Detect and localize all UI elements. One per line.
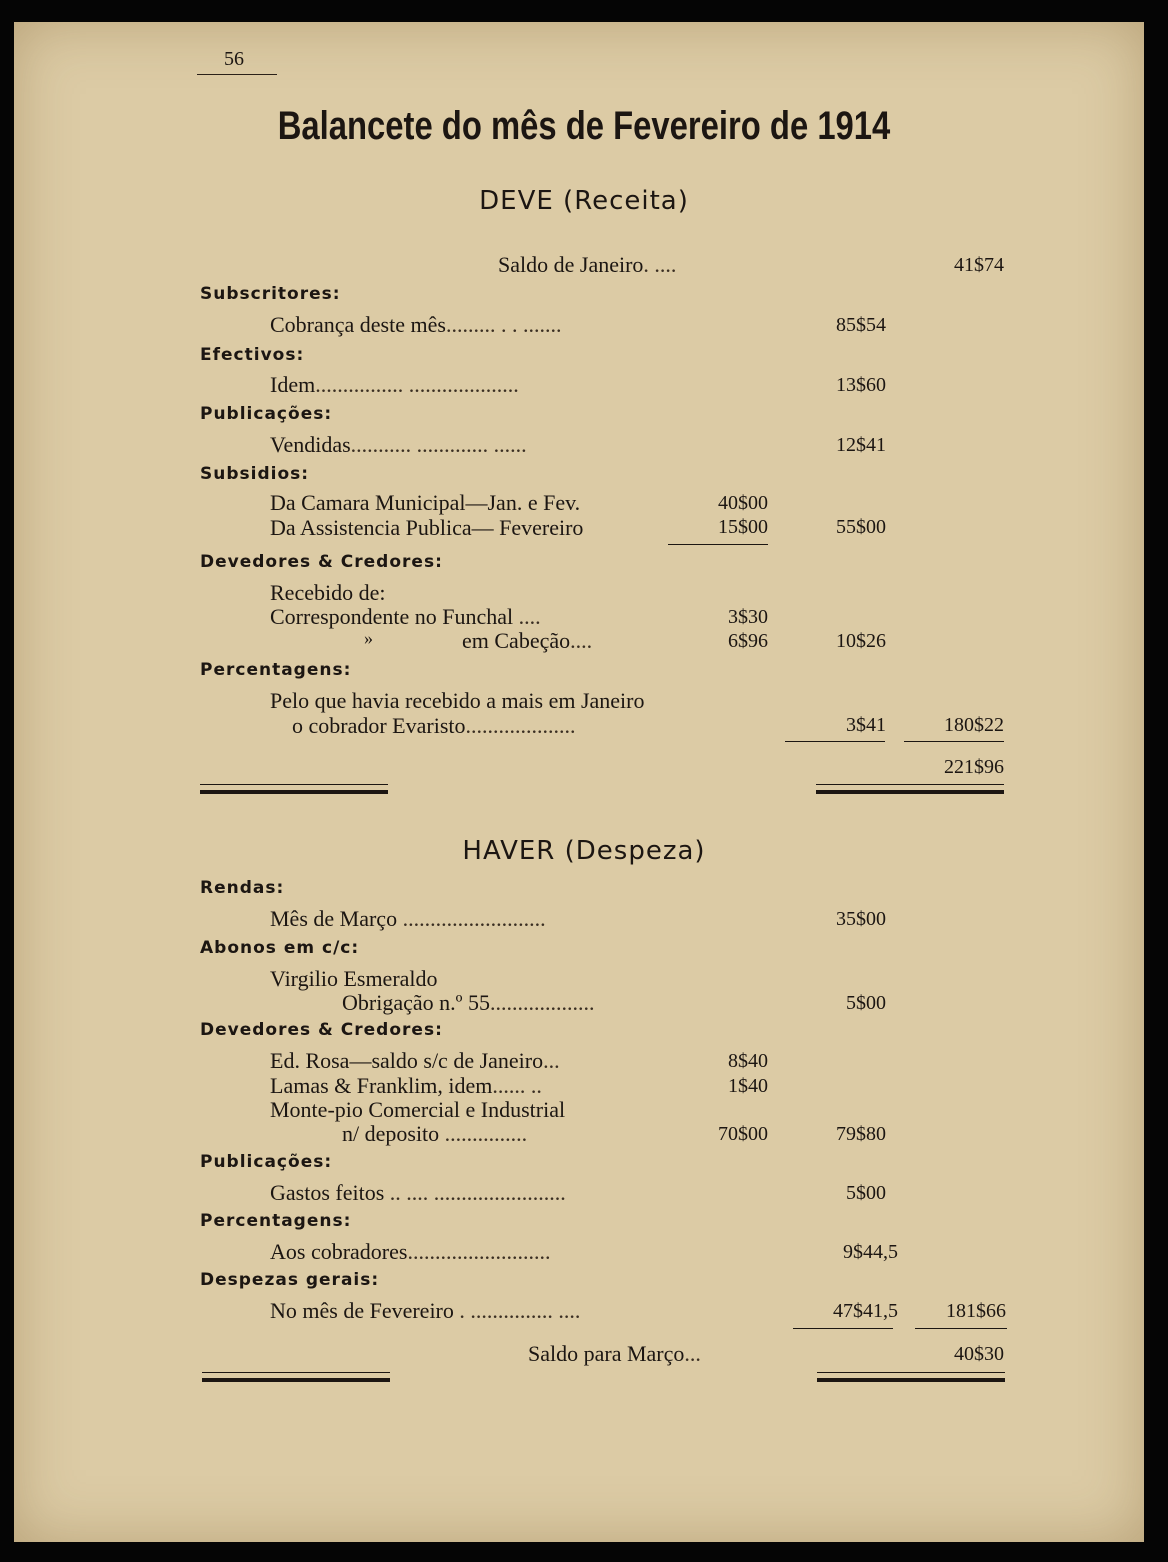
- deve-end-rule-left-thick: [200, 790, 388, 794]
- rosa-dots: ...: [543, 1048, 560, 1073]
- efectivos-row: [270, 372, 519, 398]
- percentagens-deve-line1: Pelo que havia recebido a mais em Janeiro: [270, 688, 645, 713]
- despezas-dots: . ............... ....: [459, 1298, 581, 1323]
- obrigacao-dots: ...................: [489, 990, 595, 1015]
- category-despezas-gerais: Despezas gerais:: [200, 1270, 380, 1290]
- recebido-de-label: Recebido de:: [270, 580, 386, 605]
- obrigacao-row: [342, 990, 594, 1016]
- subsidios-rule: [668, 544, 768, 545]
- saldo-janeiro-label: Saldo de Janeiro: [498, 252, 644, 277]
- rendas-row: [270, 906, 546, 932]
- haver-col2-rule: [793, 1328, 893, 1329]
- deve-heading: DEVE (Receita): [479, 186, 689, 216]
- category-publicacoes-haver: Publicações:: [200, 1152, 333, 1172]
- rendas-label: Mês de Março: [270, 906, 398, 931]
- cabecao-value: 6$96: [728, 630, 768, 652]
- page-number-rule: [197, 74, 277, 75]
- lamas-row: [270, 1073, 542, 1099]
- saldo-marco-total: 40$30: [954, 1343, 1004, 1365]
- category-rendas: Rendas:: [200, 878, 285, 898]
- deve-col2-rule: [785, 741, 885, 742]
- evaristo-dots: ....................: [465, 713, 576, 738]
- abonos-value: 5$00: [846, 992, 886, 1014]
- cobradores-dots: ..........................: [407, 1239, 551, 1264]
- efectivos-label: Idem: [270, 372, 316, 397]
- rosa-value: 8$40: [728, 1050, 768, 1072]
- category-devedores-deve: Devedores & Credores:: [200, 552, 443, 572]
- deve-end-rule-right-thick: [816, 790, 1004, 794]
- subscritores-value: 85$54: [836, 314, 886, 336]
- rosa-row: [270, 1048, 560, 1074]
- cobradores-row: [270, 1239, 550, 1265]
- devedores-haver-total: 79$80: [836, 1123, 886, 1145]
- deposito-value: 70$00: [718, 1123, 768, 1145]
- subscritores-row: [270, 312, 561, 338]
- saldo-marco-label: Saldo para Março: [528, 1341, 685, 1366]
- category-subsidios: Subsidios:: [200, 464, 310, 484]
- haver-end-rule-right-thin: [817, 1372, 1005, 1373]
- efectivos-dots: ................ ....................: [315, 372, 519, 397]
- publicacoes-label: Vendidas: [270, 432, 351, 457]
- despezas-value: 47$41,5: [833, 1300, 898, 1322]
- haver-end-rule-left-thick: [202, 1378, 390, 1382]
- subsidio-assistencia-label: Da Assistencia Publica— Fevereiro: [270, 515, 584, 540]
- lamas-label: Lamas & Franklim, idem: [270, 1073, 493, 1098]
- cabecao-dots: ....: [570, 628, 593, 653]
- page-title: Balancete do mês de Fevereiro de 1914: [277, 104, 891, 148]
- lamas-value: 1$40: [728, 1075, 768, 1097]
- subscritores-dots: ......... . . .......: [445, 312, 562, 337]
- abonos-line1: Virgilio Esmeraldo: [270, 966, 438, 991]
- funchal-value: 3$30: [728, 606, 768, 628]
- deve-grand-total: 221$96: [944, 756, 1004, 778]
- saldo-marco-dots: ...: [684, 1341, 701, 1366]
- devedores-deve-total: 10$26: [836, 630, 886, 652]
- haver-col3-rule: [915, 1328, 1007, 1329]
- publicacoes-value: 12$41: [836, 434, 886, 456]
- subsidios-total: 55$00: [836, 516, 886, 538]
- evaristo-row: [292, 713, 576, 739]
- cabecao-label: em Cabeção: [462, 628, 571, 653]
- haver-subtotal: 181$66: [946, 1300, 1006, 1322]
- cobradores-value: 9$44,5: [843, 1241, 898, 1263]
- montepio-label: Monte-pio Comercial e Industrial: [270, 1097, 566, 1122]
- saldo-janeiro-total: 41$74: [954, 254, 1004, 276]
- rosa-label: Ed. Rosa—saldo s/c de Janeiro: [270, 1048, 544, 1073]
- subsidio-camara-value: 40$00: [718, 492, 768, 514]
- publicacoes-row: [270, 432, 527, 458]
- category-subscritores: Subscritores:: [200, 284, 341, 304]
- category-publicacoes: Publicações:: [200, 404, 333, 424]
- funchal-label: Correspondente no Funchal: [270, 604, 514, 629]
- subscritores-label: Cobrança deste mês: [270, 312, 446, 337]
- percentagens-deve-value: 3$41: [846, 714, 886, 736]
- gastos-row: [270, 1180, 566, 1206]
- deposito-label: n/ deposito: [342, 1121, 440, 1146]
- saldo-marco-row: [528, 1341, 701, 1367]
- cobradores-label: Aos cobradores: [270, 1239, 408, 1264]
- saldo-janeiro-row: [498, 252, 676, 278]
- category-efectivos: Efectivos:: [200, 345, 305, 365]
- obrigacao-label: Obrigação n.º 55: [342, 990, 490, 1015]
- funchal-dots: ....: [518, 604, 541, 629]
- category-devedores-haver: Devedores & Credores:: [200, 1020, 443, 1040]
- category-abonos: Abonos em c/c:: [200, 938, 360, 958]
- publicacoes-dots: ........... ............. ......: [350, 432, 527, 457]
- deve-col3-rule: [904, 741, 1004, 742]
- haver-heading: HAVER (Despeza): [462, 836, 706, 866]
- funchal-row: [270, 604, 541, 630]
- subsidio-assistencia-value: 15$00: [718, 516, 768, 538]
- despezas-row: [270, 1298, 580, 1324]
- deve-end-rule-left-thin: [200, 784, 388, 785]
- evaristo-label: o cobrador Evaristo: [292, 713, 466, 738]
- deve-subtotal: 180$22: [944, 714, 1004, 736]
- subsidio-camara-label: Da Camara Municipal—Jan. e Fev.: [270, 490, 581, 515]
- deposito-row: [342, 1121, 527, 1147]
- gastos-label: Gastos feitos: [270, 1180, 385, 1205]
- rendas-dots: ..........................: [402, 906, 546, 931]
- deposito-dots: ...............: [444, 1121, 528, 1146]
- efectivos-value: 13$60: [836, 374, 886, 396]
- category-percentagens-haver: Percentagens:: [200, 1211, 352, 1231]
- haver-end-rule-left-thin: [202, 1372, 390, 1373]
- page-number: 56: [224, 48, 244, 70]
- gastos-value: 5$00: [846, 1182, 886, 1204]
- despezas-label: No mês de Fevereiro: [270, 1298, 454, 1323]
- lamas-dots: ...... ..: [492, 1073, 542, 1098]
- gastos-dots: .. .... ........................: [389, 1180, 566, 1205]
- category-percentagens-deve: Percentagens:: [200, 660, 352, 680]
- cabecao-row: [462, 628, 592, 654]
- rendas-value: 35$00: [836, 908, 886, 930]
- haver-end-rule-right-thick: [817, 1378, 1005, 1382]
- deve-end-rule-right-thin: [816, 784, 1004, 785]
- ditto-mark: »: [364, 628, 373, 648]
- saldo-janeiro-dots: . ....: [643, 252, 677, 277]
